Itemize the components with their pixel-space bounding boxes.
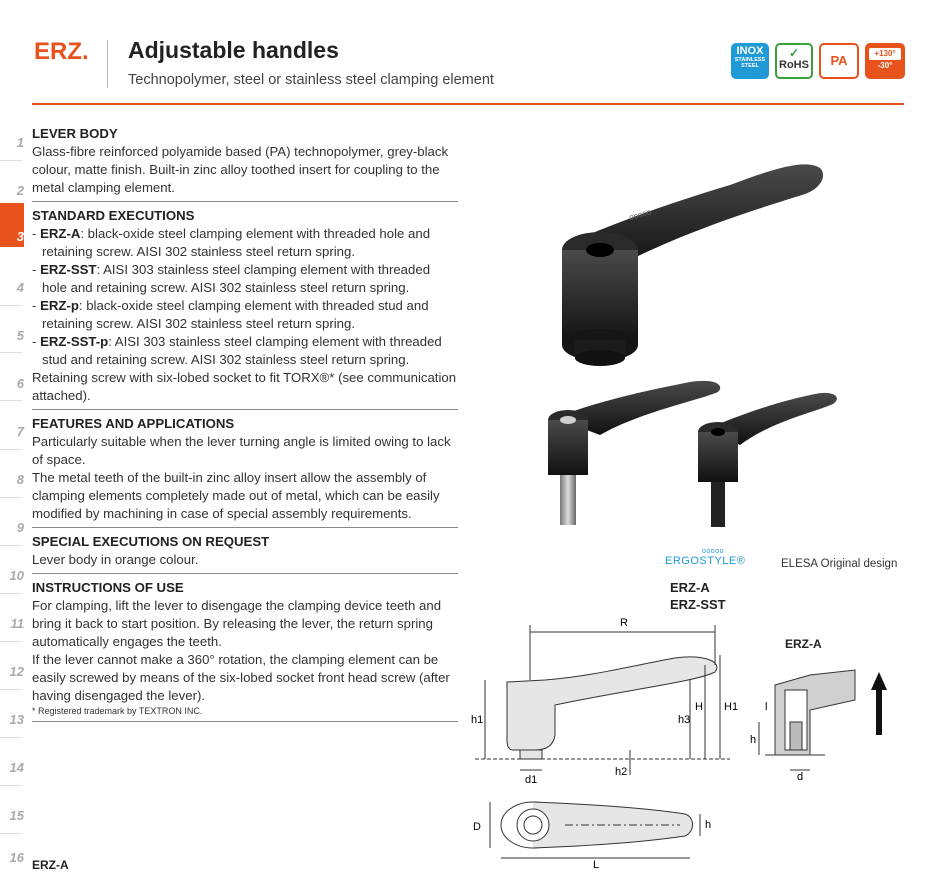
label-h2: h2	[615, 766, 628, 778]
temp-low: -30°	[877, 61, 893, 70]
footer-label: ERZ-A	[32, 858, 69, 872]
list-item: - ERZ-SST: AISI 303 stainless steel clamping element with threaded hole and retaining screw. AISI 302 stainless steel return spring.	[32, 262, 431, 295]
original-design-label: ELESA Original design	[781, 558, 898, 570]
page-title: Adjustable handles	[128, 37, 339, 63]
label-R: R	[620, 617, 628, 629]
label-H1: H1	[724, 701, 739, 713]
temperature-badge	[865, 43, 905, 79]
check-icon: ✓	[788, 46, 800, 60]
instructions-text-2: If the lever cannot make a 360° rotation, the clamping element can be easily screwed by means of the six-lobed socket front head screw (after having disengaged the lever).	[32, 652, 450, 703]
index-tab-10[interactable]: 10	[9, 568, 24, 583]
index-tab-16[interactable]: 16	[9, 850, 24, 865]
rohs-badge: ✓ RoHS	[775, 43, 813, 79]
label-l: l	[765, 701, 768, 713]
index-tab-14[interactable]: 14	[9, 760, 24, 775]
index-tab-4[interactable]: 4	[16, 280, 24, 295]
section-standard	[32, 207, 458, 410]
instructions-text-1: For clamping, lift the lever to disengage the clamping device teeth and bring it back to start position. By releasing the lever, the return spring automatically engages the teeth.	[32, 598, 442, 649]
label-L: L	[593, 859, 600, 868]
list-item: - ERZ-A: black-oxide steel clamping element with threaded hole and retaining screw. AISI 302 stainless steel return spring.	[32, 226, 431, 259]
lever-body-text: Glass-fibre reinforced polyamide based (PA) technopolymer, grey-black colour, matte finish. Built-in zinc alloy toothed insert for coupling to the metal clamping element.	[32, 144, 449, 195]
index-tab-8[interactable]: 8	[16, 472, 24, 487]
heading-special: SPECIAL EXECUTIONS ON REQUEST	[32, 534, 270, 549]
header-rule	[32, 103, 904, 105]
black-oxide-handle-photo	[698, 393, 837, 527]
product-photos	[530, 150, 910, 540]
label-h-top: h	[705, 819, 712, 831]
svg-text:ooooo: ooooo	[628, 207, 653, 222]
section-special	[32, 533, 458, 574]
heading-standard: STANDARD EXECUTIONS	[32, 208, 195, 223]
large-handle-photo	[562, 164, 823, 366]
arrow-up-icon	[871, 672, 887, 735]
ergostyle-logo: ooooo ERGOSTYLE®	[665, 548, 746, 567]
special-text: Lever body in orange colour.	[32, 552, 199, 567]
trademark-footnote: * Registered trademark by TEXTRON INC.	[32, 706, 203, 716]
label-H: H	[695, 701, 703, 713]
inox-sub-label: STAINLESS STEEL	[734, 57, 766, 69]
label-d1: d1	[525, 774, 538, 786]
description-column	[32, 125, 458, 727]
index-tab-2[interactable]: 2	[16, 183, 24, 198]
standard-list	[32, 225, 458, 369]
label-h3: h3	[678, 714, 691, 726]
index-tab-12[interactable]: 12	[9, 664, 24, 679]
index-tab-15[interactable]: 15	[9, 808, 24, 823]
section-features	[32, 415, 458, 528]
heading-features: FEATURES AND APPLICATIONS	[32, 416, 235, 431]
index-tab-13[interactable]: 13	[9, 712, 24, 727]
index-tab-9[interactable]: 9	[16, 520, 24, 535]
technical-drawing	[465, 610, 905, 868]
drawing-label-erz-a: ERZ-A	[670, 580, 710, 595]
index-tab-1[interactable]: 1	[16, 135, 24, 150]
temp-high: +130°	[869, 48, 901, 60]
label-d: d	[797, 771, 804, 783]
index-tab-11[interactable]: 11	[10, 616, 24, 631]
torx-note: Retaining screw with six-lobed socket to fit TORX®* (see communication attached).	[32, 370, 457, 403]
heading-instructions: INSTRUCTIONS OF USE	[32, 580, 184, 595]
features-text-1: Particularly suitable when the lever turning angle is limited owing to lack of space.	[32, 434, 451, 467]
index-tab-6[interactable]: 6	[16, 376, 24, 391]
label-h: h	[750, 734, 757, 746]
heading-lever-body: LEVER BODY	[32, 126, 118, 141]
product-code: ERZ.	[34, 38, 89, 65]
label-D: D	[473, 821, 481, 833]
index-tab-3[interactable]: 3	[0, 203, 24, 247]
index-tab-7[interactable]: 7	[16, 424, 24, 439]
section-lever-body	[32, 125, 458, 202]
section-label-erz-a: ERZ-A	[785, 637, 822, 651]
drawing-label-erz-sst: ERZ-SST	[670, 597, 726, 612]
stainless-handle-photo	[548, 381, 720, 525]
pa-badge: PA	[819, 43, 859, 79]
page-subtitle: Technopolymer, steel or stainless steel clamping element	[128, 72, 494, 88]
features-text-2: The metal teeth of the built-in zinc alloy insert allow the assembly of clamping elements completely made out of metal, which can be easily modified by machining in case of special assembly requirements.	[32, 470, 440, 521]
section-instructions	[32, 579, 458, 722]
header-divider	[107, 40, 108, 88]
index-tab-5[interactable]: 5	[16, 328, 24, 343]
inox-badge: INOX STAINLESS STEEL	[731, 43, 769, 79]
list-item: - ERZ-p: black-oxide steel clamping element with threaded stud and retaining screw. AISI 302 stainless steel return spring.	[32, 298, 429, 331]
label-h1: h1	[471, 714, 484, 726]
list-item: - ERZ-SST-p: AISI 303 stainless steel clamping element with threaded stud and retaining screw. AISI 302 stainless steel return spring.	[32, 334, 442, 367]
